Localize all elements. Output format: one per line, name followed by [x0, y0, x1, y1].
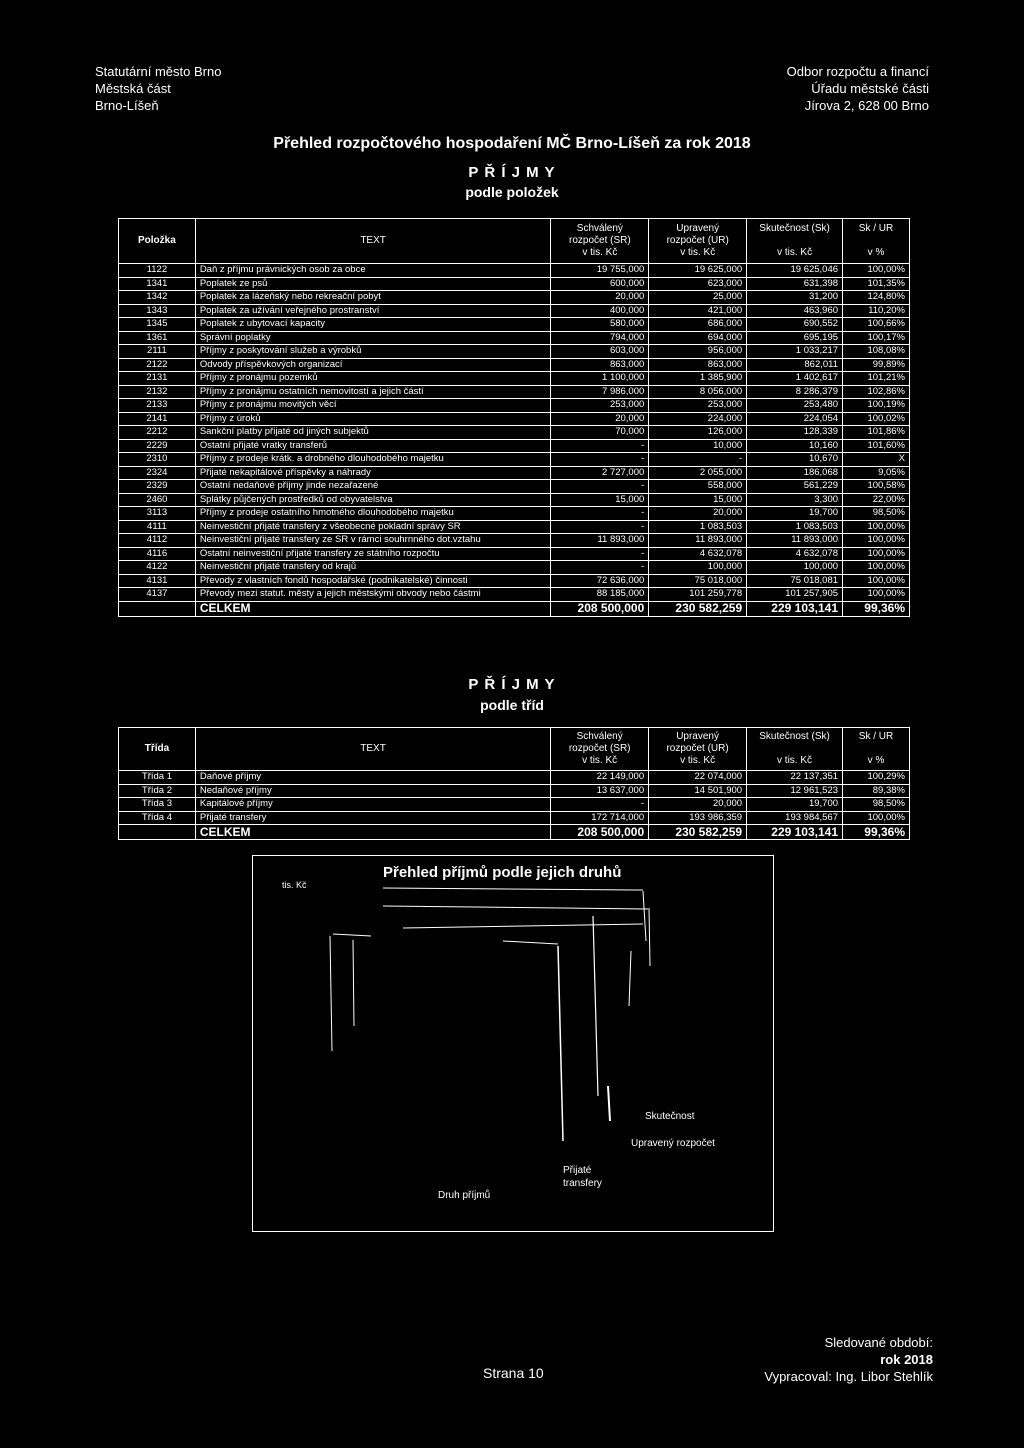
table-cell: 631,398	[747, 277, 843, 291]
table-cell: Poplatek za lázeňský nebo rekreační pobyt	[195, 291, 551, 305]
table-cell: 561,229	[747, 480, 843, 494]
table-cell: 2131	[119, 372, 196, 386]
table-cell: 100,00%	[843, 520, 910, 534]
table-cell: 4112	[119, 534, 196, 548]
table-cell: 100,58%	[843, 480, 910, 494]
total-value: 208 500,000	[551, 825, 649, 840]
table-cell: 580,000	[551, 318, 649, 332]
table-cell: 98,50%	[843, 798, 910, 812]
col2-header-code: Třída	[119, 728, 196, 771]
chart-faint-line-6	[330, 936, 332, 1051]
period-value: rok 2018	[880, 1352, 933, 1367]
table-cell: 14 501,900	[649, 784, 747, 798]
table-row	[119, 277, 910, 291]
chart-faint-line-10	[608, 1086, 610, 1121]
chart-category-line1: Přijaté	[563, 1165, 592, 1176]
table-row	[119, 588, 910, 602]
table-cell: 463,960	[747, 304, 843, 318]
header-sk-line3: v tis. Kč	[777, 247, 813, 258]
table-cell: 1 100,000	[551, 372, 649, 386]
table-cell: Příjmy z prodeje ostatního hmotného dlouhodobého majetku	[195, 507, 551, 521]
chart-faint-line-3	[403, 924, 643, 928]
table-cell: 1342	[119, 291, 196, 305]
table-cell: 25,000	[649, 291, 747, 305]
table-cell: 100,02%	[843, 412, 910, 426]
table-row	[119, 453, 910, 467]
table-cell: 101,60%	[843, 439, 910, 453]
table-cell: 20,000	[551, 291, 649, 305]
table-cell: 108,08%	[843, 345, 910, 359]
header-sr-line3: v tis. Kč	[582, 247, 618, 258]
table-cell: 101,86%	[843, 426, 910, 440]
table-row	[119, 811, 910, 825]
chart-faint-line-1	[383, 888, 643, 890]
table-cell: 1 402,617	[747, 372, 843, 386]
table-cell: Přijaté nekapitálové příspěvky a náhrady	[195, 466, 551, 480]
table-cell: 100,29%	[843, 771, 910, 785]
period-label: Sledované období:	[824, 1335, 933, 1350]
chart-drawing	[253, 856, 773, 1231]
table-cell: -	[551, 561, 649, 575]
table-cell: 31,200	[747, 291, 843, 305]
table-cell: 4 632,078	[649, 547, 747, 561]
table-cell: 4122	[119, 561, 196, 575]
col2-header-pct	[843, 728, 910, 771]
table1-body	[119, 264, 910, 617]
table-row	[119, 399, 910, 413]
col2-header-text: TEXT	[195, 728, 550, 771]
table-cell: 2324	[119, 466, 196, 480]
table-cell: 224,000	[649, 412, 747, 426]
section2-title: P Ř Í J M Y	[468, 676, 556, 693]
chart-faint-line-11	[629, 951, 631, 1006]
table-cell: -	[551, 480, 649, 494]
table-cell: -	[551, 798, 649, 812]
table-cell: 88 185,000	[551, 588, 649, 602]
table-cell: 600,000	[551, 277, 649, 291]
table-cell: 75 018,000	[649, 574, 747, 588]
table-cell: 421,000	[649, 304, 747, 318]
table-cell: 12 961,523	[747, 784, 843, 798]
table-cell: 101 259,778	[649, 588, 747, 602]
page-number: Strana 10	[483, 1365, 544, 1381]
income-by-item-table	[118, 218, 910, 617]
header2-pct-line3: v %	[867, 755, 885, 766]
header-ur-line1: Upravený	[676, 223, 720, 234]
table-row	[119, 385, 910, 399]
table-cell: 193 986,359	[649, 811, 747, 825]
header2-sr-line2: rozpočet (SR)	[568, 743, 631, 754]
table-cell: 15,000	[649, 493, 747, 507]
table-cell: 2122	[119, 358, 196, 372]
table-cell: 19 625,046	[747, 264, 843, 278]
total-value: 230 582,259	[649, 825, 747, 840]
table-row	[119, 372, 910, 386]
col-header-sk	[747, 219, 843, 264]
total-label: CELKEM	[195, 601, 551, 616]
header-sk-line2	[751, 235, 838, 247]
header-right	[787, 63, 929, 114]
table-cell: Kapitálové příjmy	[195, 798, 550, 812]
table-cell: Odvody příspěvkových organizací	[195, 358, 551, 372]
table-cell: 686,000	[649, 318, 747, 332]
table-cell: Převody z vlastních fondů hospodářské (podnikatelské) činnosti	[195, 574, 551, 588]
table-cell: Poplatek ze psů	[195, 277, 551, 291]
table-cell: 13 637,000	[551, 784, 649, 798]
chart-legend-budget: Upravený rozpočet	[631, 1138, 715, 1149]
table-cell: Ostatní přijaté vratky transferů	[195, 439, 551, 453]
table-cell: 2111	[119, 345, 196, 359]
header-sr-line2: rozpočet (SR)	[569, 235, 631, 246]
table-cell: 20,000	[551, 412, 649, 426]
chart-unit-label: tis. Kč	[282, 880, 307, 890]
section1-subtitle: podle položek	[465, 184, 559, 200]
table-cell: 11 893,000	[747, 534, 843, 548]
table-cell: -	[649, 453, 747, 467]
table-row	[119, 264, 910, 278]
header-pct-line3: v %	[867, 247, 885, 258]
table-cell: 1 033,217	[747, 345, 843, 359]
col-header-code: Položka	[119, 219, 196, 264]
table-cell: 89,38%	[843, 784, 910, 798]
table-cell: 193 984,567	[747, 811, 843, 825]
table-cell: Neinvestiční přijaté transfery ze SR v rámci souhrnného dot.vztahu	[195, 534, 551, 548]
table-cell: 558,000	[649, 480, 747, 494]
table-row	[119, 534, 910, 548]
table-cell: 22 137,351	[747, 771, 843, 785]
col2-header-ur	[649, 728, 747, 771]
table-cell: -	[551, 520, 649, 534]
table-cell: 956,000	[649, 345, 747, 359]
table-row	[119, 412, 910, 426]
table-cell: 2329	[119, 480, 196, 494]
page-title: Přehled rozpočtového hospodaření MČ Brno-Líšeň za rok 2018	[273, 135, 751, 152]
total-empty-cell	[119, 601, 196, 616]
table-cell: 1 083,503	[649, 520, 747, 534]
table-cell: 253,000	[649, 399, 747, 413]
table-cell: 1343	[119, 304, 196, 318]
table-cell: X	[843, 453, 910, 467]
chart-faint-line-8	[558, 946, 563, 1141]
header-ur-line2: rozpočet (UR)	[666, 235, 729, 246]
table-cell: Poplatek za užívání veřejného prostranství	[195, 304, 551, 318]
header2-pct-line1: Sk / UR	[858, 731, 894, 742]
table-cell: 3,300	[747, 493, 843, 507]
chart-xlabel: Druh příjmů	[438, 1190, 491, 1201]
table-cell: 2310	[119, 453, 196, 467]
table-cell: 100,00%	[843, 264, 910, 278]
chart-faint-line-2	[383, 906, 648, 909]
table-cell: 603,000	[551, 345, 649, 359]
table-cell: 75 018,081	[747, 574, 843, 588]
col-header-sr	[551, 219, 649, 264]
total-label: CELKEM	[195, 825, 550, 840]
table-cell: Správní poplatky	[195, 331, 551, 345]
total-value: 99,36%	[843, 601, 910, 616]
table-cell: 863,000	[649, 358, 747, 372]
table-cell: 4137	[119, 588, 196, 602]
header-district-name: Brno-Líšeň	[95, 98, 159, 113]
footer-right	[764, 1334, 933, 1385]
table-cell: 100,000	[649, 561, 747, 575]
header-city: Statutární město Brno	[95, 64, 222, 79]
total-empty-cell	[119, 825, 196, 840]
header-district: Městská část	[95, 81, 171, 96]
header2-sk-line3: v tis. Kč	[777, 755, 813, 766]
table-cell: 2132	[119, 385, 196, 399]
table-row	[119, 466, 910, 480]
table-cell: 253,000	[551, 399, 649, 413]
table-cell: Třída 2	[119, 784, 196, 798]
table-cell: 2 055,000	[649, 466, 747, 480]
total-value: 229 103,141	[747, 601, 843, 616]
table-cell: 101 257,905	[747, 588, 843, 602]
table2-body	[119, 771, 910, 840]
header-pct-line2	[847, 235, 905, 247]
table-cell: 19 755,000	[551, 264, 649, 278]
table-cell: 1122	[119, 264, 196, 278]
table-cell: Daň z příjmu právnických osob za obce	[195, 264, 551, 278]
chart-faint-line-7	[353, 940, 354, 1026]
chart-faint-line-5	[503, 941, 558, 944]
header2-sr-line3: v tis. Kč	[582, 755, 618, 766]
table-cell: 7 986,000	[551, 385, 649, 399]
table-cell: Ostatní neinvestiční přijaté transfery ze státního rozpočtu	[195, 547, 551, 561]
table-cell: 22 149,000	[551, 771, 649, 785]
table-cell: 2460	[119, 493, 196, 507]
header2-sr-line1: Schválený	[576, 731, 623, 742]
table-cell: 10,160	[747, 439, 843, 453]
table-cell: 2212	[119, 426, 196, 440]
table-row	[119, 331, 910, 345]
table-cell: 1 083,503	[747, 520, 843, 534]
table-cell: -	[551, 439, 649, 453]
table-cell: 1361	[119, 331, 196, 345]
col2-header-sk	[747, 728, 843, 771]
table-cell: Třída 3	[119, 798, 196, 812]
table-cell: 15,000	[551, 493, 649, 507]
income-chart	[252, 855, 774, 1232]
table-row	[119, 493, 910, 507]
table-cell: 124,80%	[843, 291, 910, 305]
table-cell: 70,000	[551, 426, 649, 440]
table-cell: 20,000	[649, 798, 747, 812]
table-cell: 4116	[119, 547, 196, 561]
table-cell: 101,21%	[843, 372, 910, 386]
chart-faint-line-12	[643, 891, 646, 941]
table-cell: Třída 4	[119, 811, 196, 825]
table-row	[119, 318, 910, 332]
table-cell: 253,480	[747, 399, 843, 413]
table-cell: Příjmy z úroků	[195, 412, 551, 426]
table-cell: 101,35%	[843, 277, 910, 291]
section2-subtitle: podle tříd	[480, 697, 544, 713]
table-cell: 100,00%	[843, 561, 910, 575]
table-cell: 100,17%	[843, 331, 910, 345]
table-row	[119, 784, 910, 798]
table-cell: 172 714,000	[551, 811, 649, 825]
table-row	[119, 547, 910, 561]
header2-sk-line2	[751, 743, 838, 755]
header-sk-line1: Skutečnost (Sk)	[759, 223, 830, 234]
col2-header-sr	[551, 728, 649, 771]
table-cell: Splátky půjčených prostředků od obyvatelstva	[195, 493, 551, 507]
col-header-text: TEXT	[195, 219, 551, 264]
income-by-class-table	[118, 727, 910, 840]
table-cell: 128,339	[747, 426, 843, 440]
total-value: 99,36%	[843, 825, 910, 840]
table-cell: Třída 1	[119, 771, 196, 785]
table-cell: Příjmy z pronájmu movitých věcí	[195, 399, 551, 413]
chart-faint-line-9	[593, 916, 598, 1096]
table-cell: 4131	[119, 574, 196, 588]
section1-title: P Ř Í J M Y	[468, 164, 556, 181]
table-row	[119, 345, 910, 359]
table-cell: 22 074,000	[649, 771, 747, 785]
col-header-ur	[649, 219, 747, 264]
table-cell: Příjmy z pronájmu pozemků	[195, 372, 551, 386]
prepared-by: Vypracoval: Ing. Libor Stehlík	[764, 1369, 933, 1384]
total-value: 230 582,259	[649, 601, 747, 616]
chart-faint-line-13	[649, 908, 650, 966]
table-cell: 4 632,078	[747, 547, 843, 561]
table-cell: 8 286,379	[747, 385, 843, 399]
table-cell: 862,011	[747, 358, 843, 372]
table-cell: 100,00%	[843, 811, 910, 825]
chart-faint-lines	[330, 888, 650, 1141]
table-cell: 72 636,000	[551, 574, 649, 588]
table-cell: 102,86%	[843, 385, 910, 399]
table-row	[119, 426, 910, 440]
table-cell: 19 625,000	[649, 264, 747, 278]
table-cell: 100,00%	[843, 574, 910, 588]
table-cell: 690,552	[747, 318, 843, 332]
table-row	[119, 291, 910, 305]
table-cell: Převody mezi statut. městy a jejich městskými obvody nebo částmi	[195, 588, 551, 602]
table-cell: -	[551, 453, 649, 467]
table-cell: Příjmy z pronájmu ostatních nemovitostí a jejich částí	[195, 385, 551, 399]
table-cell: 794,000	[551, 331, 649, 345]
table-row	[119, 304, 910, 318]
table-cell: Nedaňové příjmy	[195, 784, 550, 798]
header-ur-line3: v tis. Kč	[680, 247, 716, 258]
table-cell: 2133	[119, 399, 196, 413]
total-value: 229 103,141	[747, 825, 843, 840]
table-cell: 19,700	[747, 507, 843, 521]
header2-ur-line1: Upravený	[676, 731, 719, 742]
table-cell: 8 056,000	[649, 385, 747, 399]
table-row	[119, 358, 910, 372]
header2-ur-line3: v tis. Kč	[680, 755, 716, 766]
table-cell: 22,00%	[843, 493, 910, 507]
chart-category-label	[563, 1164, 602, 1190]
table-row	[119, 480, 910, 494]
table-cell: 110,20%	[843, 304, 910, 318]
table-cell: 623,000	[649, 277, 747, 291]
table-cell: 10,000	[649, 439, 747, 453]
table-cell: 4111	[119, 520, 196, 534]
total-value: 208 500,000	[551, 601, 649, 616]
table-cell: 100,19%	[843, 399, 910, 413]
table-cell: 224,054	[747, 412, 843, 426]
table-cell: 2141	[119, 412, 196, 426]
header2-sk-line1: Skutečnost (Sk)	[759, 731, 830, 742]
header-department: Odbor rozpočtu a financí	[786, 64, 929, 79]
table-cell: -	[551, 547, 649, 561]
table-row	[119, 520, 910, 534]
header-left	[95, 63, 221, 114]
table-cell: 10,670	[747, 453, 843, 467]
table-cell: 2229	[119, 439, 196, 453]
table-cell: 19,700	[747, 798, 843, 812]
table-cell: 20,000	[649, 507, 747, 521]
total-row	[119, 825, 910, 840]
table-cell: 98,50%	[843, 507, 910, 521]
chart-faint-line-4	[333, 934, 371, 936]
table-cell: 1345	[119, 318, 196, 332]
table-cell: 99,89%	[843, 358, 910, 372]
table-cell: 100,000	[747, 561, 843, 575]
table-cell: 695,195	[747, 331, 843, 345]
table-cell: -	[551, 507, 649, 521]
table-cell: Neinvestiční přijaté transfery od krajů	[195, 561, 551, 575]
header2-ur-line2: rozpočet (UR)	[666, 743, 729, 754]
header-sr-line1: Schválený	[576, 223, 623, 234]
table-cell: 11 893,000	[649, 534, 747, 548]
chart-category-line2: transfery	[563, 1178, 602, 1189]
table-row	[119, 574, 910, 588]
table-cell: 694,000	[649, 331, 747, 345]
table-cell: 863,000	[551, 358, 649, 372]
header-pct-line1: Sk / UR	[858, 223, 894, 234]
table-cell: 100,00%	[843, 588, 910, 602]
table-cell: Neinvestiční přijaté transfery z všeobecné pokladní správy SR	[195, 520, 551, 534]
table-row	[119, 561, 910, 575]
table-cell: 2 727,000	[551, 466, 649, 480]
table-cell: 100,00%	[843, 547, 910, 561]
table-cell: Přijaté transfery	[195, 811, 550, 825]
col-header-pct	[843, 219, 910, 264]
table-cell: 11 893,000	[551, 534, 649, 548]
table-cell: Sankční platby přijaté od jiných subjektů	[195, 426, 551, 440]
table-cell: 186,068	[747, 466, 843, 480]
table-row	[119, 798, 910, 812]
table-row	[119, 507, 910, 521]
header-address: Jírova 2, 628 00 Brno	[804, 98, 929, 113]
table-cell: 100,00%	[843, 534, 910, 548]
table-row	[119, 771, 910, 785]
table-cell: Daňové příjmy	[195, 771, 550, 785]
header2-pct-line2	[847, 743, 905, 755]
table-cell: 1341	[119, 277, 196, 291]
table-cell: Ostatní nedaňové příjmy jinde nezařazené	[195, 480, 551, 494]
table-cell: Poplatek z ubytovací kapacity	[195, 318, 551, 332]
table-cell: Příjmy z prodeje krátk. a drobného dlouhodobého majetku	[195, 453, 551, 467]
table-cell: 1 385,900	[649, 372, 747, 386]
table-cell: 9,05%	[843, 466, 910, 480]
chart-legend-actual: Skutečnost	[645, 1111, 695, 1122]
chart-title: Přehled příjmů podle jejich druhů	[383, 864, 622, 881]
table-cell: 100,66%	[843, 318, 910, 332]
table-row	[119, 439, 910, 453]
table-cell: 3113	[119, 507, 196, 521]
table-cell: 400,000	[551, 304, 649, 318]
total-row	[119, 601, 910, 616]
table-cell: Příjmy z poskytování služeb a výrobků	[195, 345, 551, 359]
table-cell: 126,000	[649, 426, 747, 440]
header-office: Úřadu městské části	[811, 81, 929, 96]
